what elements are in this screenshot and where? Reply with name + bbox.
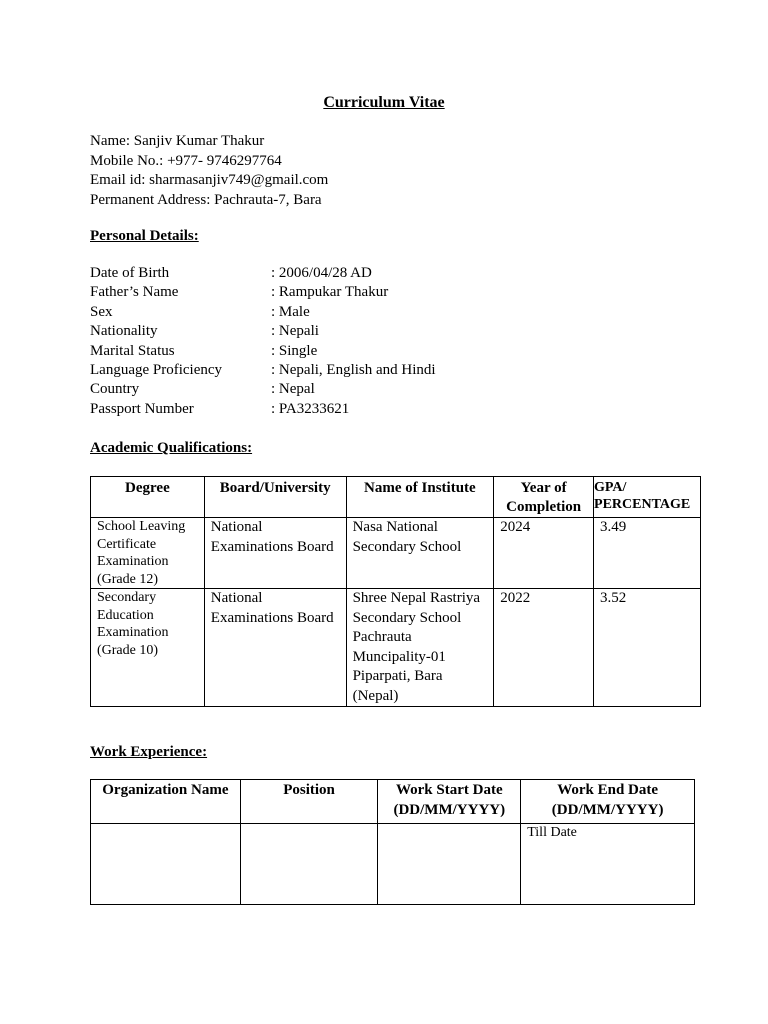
detail-row-father — [90, 283, 436, 302]
cell-institute: Shree Nepal Rastriya Secondary School Pachrauta Muncipality-01 Piparpati, Bara (Nepal) — [346, 589, 494, 707]
cell-year: 2022 — [494, 589, 594, 707]
academic-header-row — [91, 477, 701, 518]
personal-details-heading: Personal Details: — [90, 228, 199, 244]
contact-mobile: Mobile No.: +977- 9746297764 — [90, 152, 282, 169]
detail-row-nationality — [90, 322, 436, 341]
col-header-organization: Organization Name — [91, 780, 241, 824]
cell-board: National Examinations Board — [204, 589, 346, 707]
cell-end-date: Till Date — [521, 824, 695, 905]
detail-row-language — [90, 361, 436, 380]
contact-email: Email id: sharmasanjiv749@gmail.com — [90, 172, 329, 188]
personal-details-list — [90, 264, 436, 419]
cell-organization — [91, 824, 241, 905]
detail-row-passport — [90, 400, 436, 419]
detail-label: Language Proficiency — [90, 362, 223, 379]
detail-value: : Nepali — [271, 323, 319, 340]
detail-row-marital — [90, 342, 436, 361]
academic-heading: Academic Qualifications: — [90, 440, 253, 456]
detail-value: : Nepal — [271, 381, 315, 398]
cell-start-date — [378, 824, 521, 905]
col-header-end-date: Work End Date (DD/MM/YYYY) — [521, 780, 695, 824]
contact-address: Permanent Address: Pachrauta-7, Bara — [90, 191, 322, 208]
work-experience-table — [90, 779, 695, 905]
cell-year: 2024 — [494, 518, 594, 589]
col-header-institute: Name of Institute — [346, 477, 494, 518]
detail-value: : 2006/04/28 AD — [271, 265, 372, 281]
work-experience-heading: Work Experience: — [90, 744, 208, 760]
detail-row-country — [90, 380, 436, 399]
table-row — [91, 589, 701, 707]
detail-label: Marital Status — [90, 342, 175, 359]
detail-row-dob — [90, 264, 436, 283]
col-header-gpa: GPA/ PERCENTAGE — [594, 477, 701, 518]
table-row — [91, 518, 701, 589]
col-header-degree: Degree — [91, 477, 205, 518]
detail-row-sex — [90, 303, 436, 322]
col-header-board: Board/University — [204, 477, 346, 518]
detail-label: Father’s Name — [90, 284, 179, 301]
cell-degree: Secondary Education Examination (Grade 10) — [91, 589, 205, 707]
cell-gpa: 3.52 — [594, 589, 701, 707]
cell-institute: Nasa National Secondary School — [346, 518, 494, 589]
contact-block — [90, 132, 328, 210]
cell-board: National Examinations Board — [204, 518, 346, 589]
contact-name: Name: Sanjiv Kumar Thakur — [90, 133, 265, 149]
detail-label: Country — [90, 381, 140, 398]
cell-gpa: 3.49 — [594, 518, 701, 589]
cell-position — [240, 824, 378, 905]
col-header-start-date: Work Start Date (DD/MM/YYYY) — [378, 780, 521, 824]
detail-value: : Single — [271, 342, 318, 359]
detail-label: Passport Number — [90, 400, 194, 417]
cell-degree: School Leaving Certificate Examination (Grade 12) — [91, 518, 205, 589]
detail-value: : Male — [271, 303, 310, 320]
detail-label: Date of Birth — [90, 265, 170, 281]
col-header-year: Year of Completion — [494, 477, 594, 518]
work-header-row — [91, 780, 695, 824]
detail-value: : Rampukar Thakur — [271, 284, 389, 301]
table-row — [91, 824, 695, 905]
col-header-position: Position — [240, 780, 378, 824]
document-title: Curriculum Vitae — [323, 94, 445, 111]
detail-value: : Nepali, English and Hindi — [271, 362, 436, 379]
detail-label: Sex — [90, 303, 113, 320]
detail-value: : PA3233621 — [271, 400, 350, 417]
academic-table — [90, 476, 701, 707]
detail-label: Nationality — [90, 323, 158, 340]
